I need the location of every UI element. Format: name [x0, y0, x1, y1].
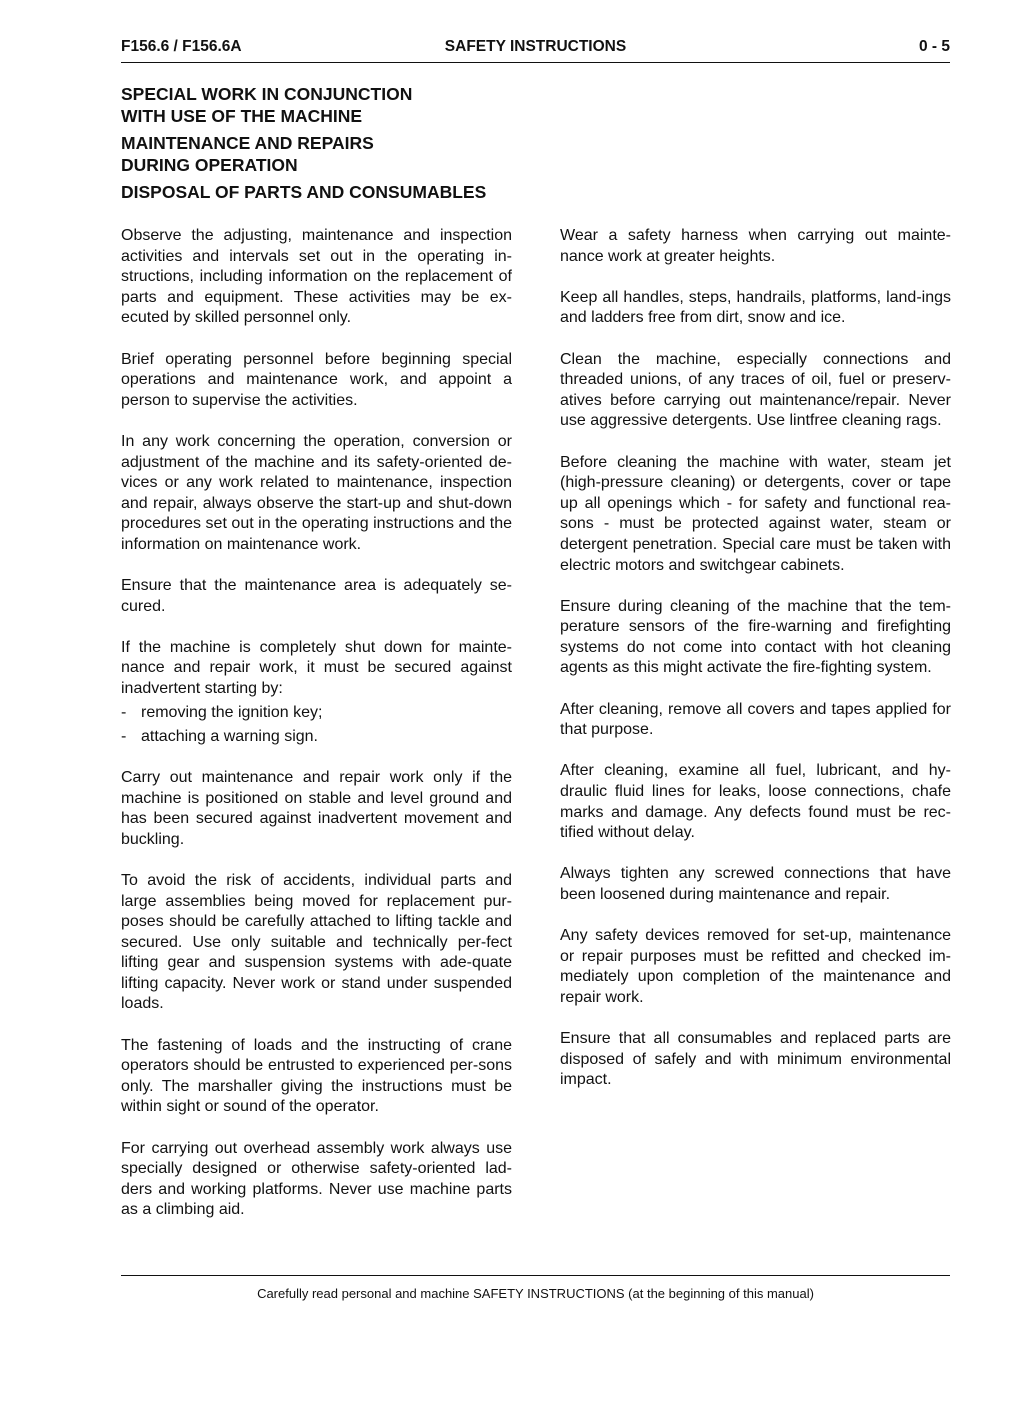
paragraph: The fastening of loads and the instructing of crane operators should be entrusted to experienced per-sons only. The marshaller giving the instructions must be within sight or sound of the operator.	[121, 1036, 512, 1116]
list-item	[121, 727, 512, 748]
paragraph: Keep all handles, steps, handrails, platforms, land-ings and ladders free from dirt, snow and ice.	[560, 288, 951, 327]
list-dash: -	[121, 727, 127, 745]
page-header	[121, 38, 950, 63]
paragraph: Observe the adjusting, maintenance and inspection activities and intervals set out in the operating in-structions, including information on the replacement of parts and equipment. These activities may be ex-ecuted by skilled personnel only.	[121, 227, 512, 327]
footer-divider	[121, 1275, 950, 1276]
paragraph: Clean the machine, especially connections and threaded unions, of any traces of oil, fuel or preserv-atives before carrying out maintenance/repair. Never use aggressive detergents. Use lintfree cleaning rags.	[560, 350, 951, 430]
section-headings	[121, 83, 541, 208]
section-title: SAFETY INSTRUCTIONS	[444, 38, 627, 55]
left-column	[121, 226, 512, 1242]
model-number: F156.6 / F156.6A	[121, 38, 242, 55]
paragraph: After cleaning, examine all fuel, lubricant, and hy-draulic fluid lines for leaks, loose connections, chafe marks and damage. Any defects found must be rec-tified without delay.	[560, 762, 951, 842]
list-item	[121, 703, 512, 724]
page-number: 0 - 5	[918, 38, 950, 55]
heading-disposal: DISPOSAL OF PARTS AND CONSUMABLES	[121, 182, 487, 202]
paragraph: Before cleaning the machine with water, steam jet (high-pressure cleaning) or detergents, cover or tape up all openings which - for safety and functional rea-sons - must be protected against water, steam or detergent penetration. Special care must be taken with electric motors and switchgear cabinets.	[560, 453, 951, 574]
paragraph: Wear a safety harness when carrying out mainte-nance work at greater heights.	[560, 227, 951, 265]
list-item-text: attaching a warning sign.	[141, 727, 318, 745]
paragraph: Ensure that the maintenance area is adequately se-cured.	[121, 577, 512, 615]
right-column	[560, 226, 951, 1112]
paragraph: To avoid the risk of accidents, individual parts and large assemblies being moved for replacement pur-poses should be carefully attached to lifting tackle and secured. Use only suitable and technically per-fect lifting gear and suspension systems with ade-quate lifting capacity. Never work or stand under suspended loads.	[121, 871, 512, 1013]
list-item-text: removing the ignition key;	[141, 703, 323, 721]
footer-note: Carefully read personal and machine SAFETY INSTRUCTIONS (at the beginning of this manual)	[257, 1286, 814, 1301]
paragraph: Brief operating personnel before beginning special operations and maintenance work, and appoint a person to supervise the activities.	[121, 350, 512, 409]
securing-list	[121, 703, 512, 748]
heading-special-work: SPECIAL WORK IN CONJUNCTION WITH USE OF THE MACHINE	[121, 84, 413, 126]
list-dash: -	[121, 703, 127, 721]
paragraph: Any safety devices removed for set-up, maintenance or repair purposes must be refitted and checked im-mediately upon completion of the maintenance and repair work.	[560, 927, 951, 1006]
paragraph: In any work concerning the operation, conversion or adjustment of the machine and its safety-oriented de-vices or any work related to maintenance, inspection and repair, always observe the start-up and shut-down procedures set out in the operating instructions and the information on maintenance work.	[121, 432, 512, 553]
paragraph: If the machine is completely shut down for mainte-nance and repair work, it must be secured against inadvertent starting by:	[121, 638, 512, 698]
paragraph: Always tighten any screwed connections that have been loosened during maintenance and repair.	[560, 865, 951, 903]
paragraph: Ensure that all consumables and replaced parts are disposed of safely and with minimum environmental impact.	[560, 1030, 951, 1089]
paragraph: For carrying out overhead assembly work always use specially designed or otherwise safety-oriented lad-ders and working platforms. Never use machine parts as a climbing aid.	[121, 1139, 512, 1219]
paragraph: After cleaning, remove all covers and tapes applied for that purpose.	[560, 700, 951, 739]
paragraph: Ensure during cleaning of the machine that the tem-perature sensors of the fire-warning and firefighting systems do not come into contact with hot cleaning agents as this might activate the fire-fighting system.	[560, 597, 951, 677]
paragraph: Carry out maintenance and repair work only if the machine is positioned on stable and level ground and has been secured against inadvertent movement and buckling.	[121, 768, 512, 848]
heading-maintenance-repairs: MAINTENANCE AND REPAIRS DURING OPERATION	[121, 133, 374, 175]
